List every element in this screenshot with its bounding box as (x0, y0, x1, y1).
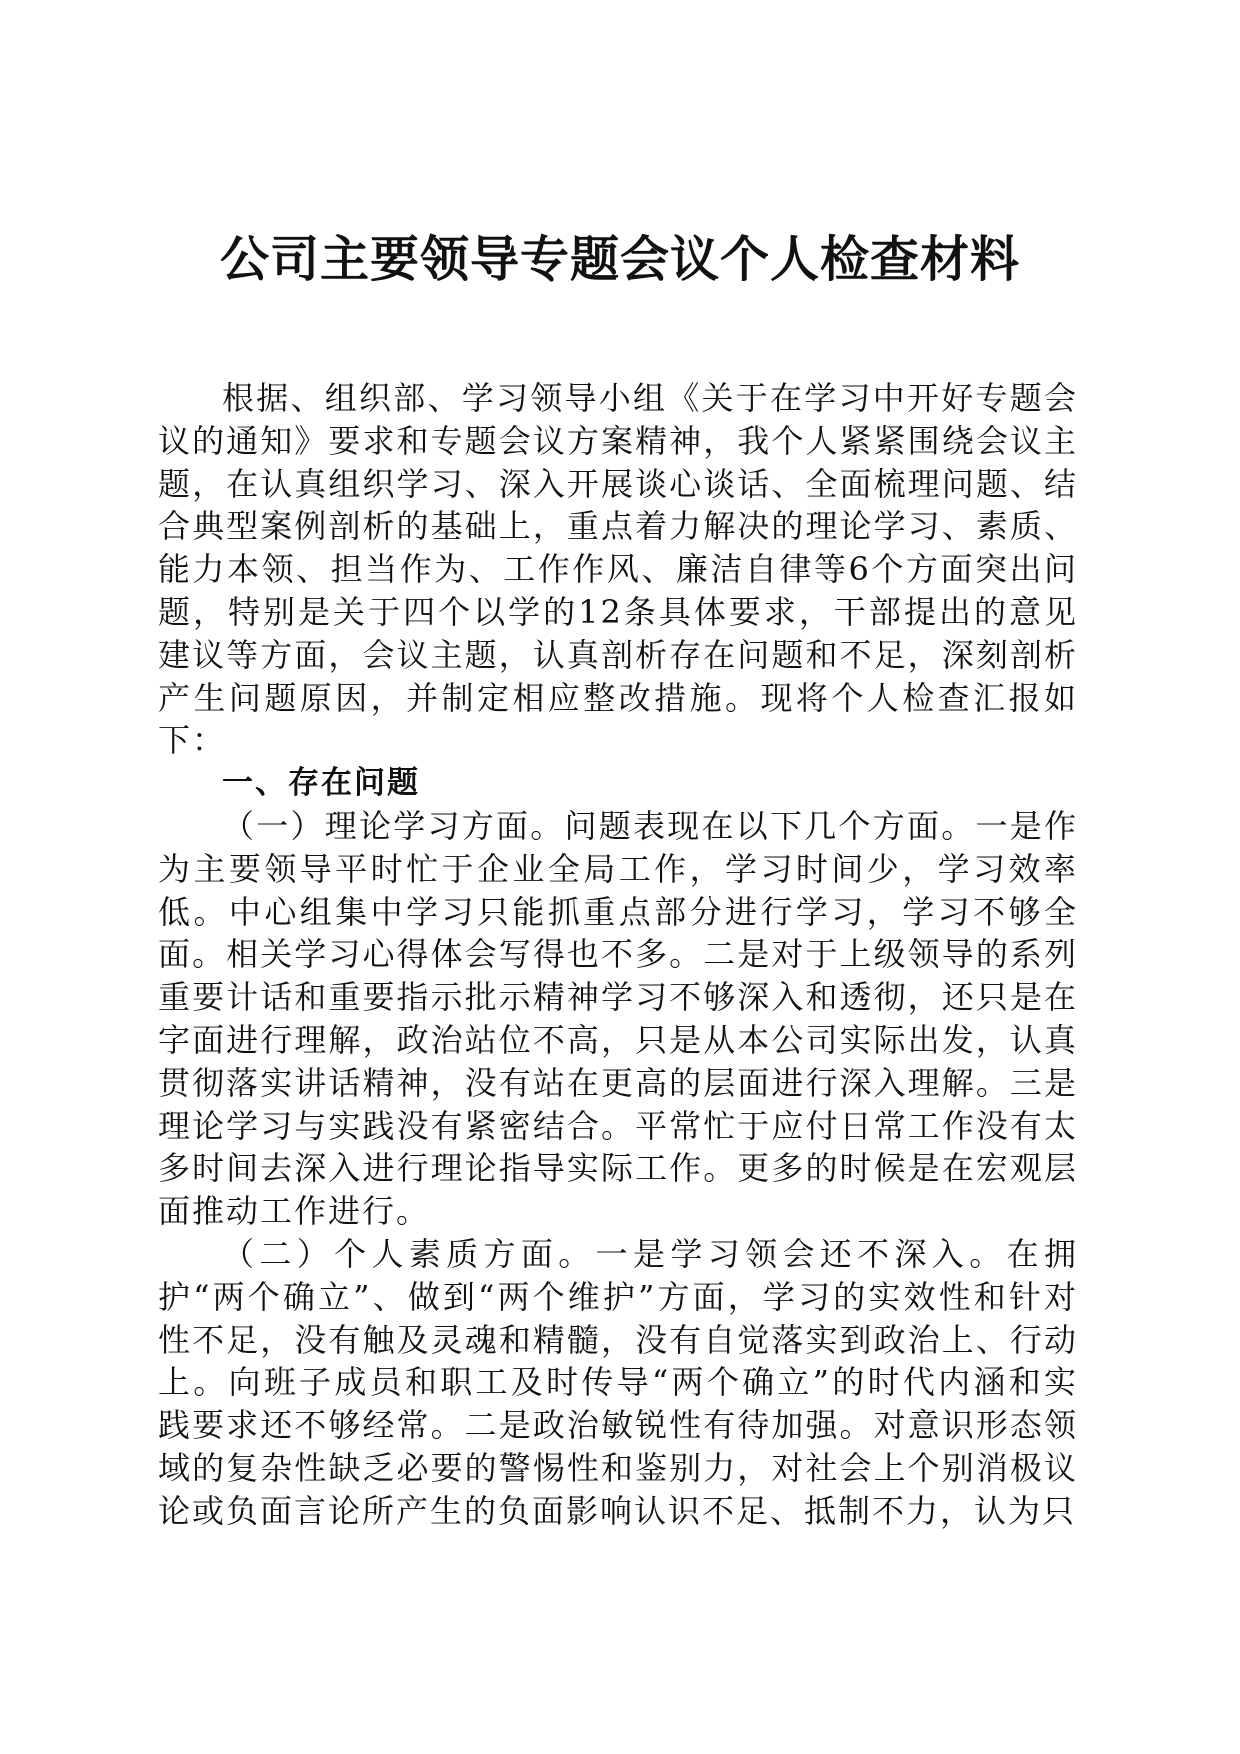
document-body (158, 377, 1078, 1533)
section-heading-problems: 一、存在问题 (222, 765, 420, 802)
intro-paragraph: 根据、组织部、学习领导小组《关于在学习中开好专题会议的通知》要求和专题会议方案精神，我个人紧紧围绕会议主题，在认真组织学习、深入开展谈心谈话、全面梳理问题、结合典型案例剖析的基础上，重点着力解决的理论学习、素质、能力本领、担当作为、工作作风、廉洁自律等6个方面突出问题，特别是关于四个以学的12条具体要求，干部提出的意见建议等方面，会议主题，认真剖析存在问题和不足，深刻剖析产生问题原因，并制定相应整改措施。现将个人检查汇报如下： (158, 379, 1078, 760)
paragraph-theory-study: （一）理论学习方面。问题表现在以下几个方面。一是作为主要领导平时忙于企业全局工作，学习时间少，学习效率低。中心组集中学习只能抓重点部分进行学习，学习不够全面。相关学习心得体会写得也不多。二是对于上级领导的系列重要计话和重要指示批示精神学习不够深入和透彻，还只是在字面进行理解，政治站位不高，只是从本公司实际出发，认真贯彻落实讲话精神，没有站在更高的层面进行深入理解。三是理论学习与实践没有紧密结合。平常忙于应付日常工作没有太多时间去深入进行理论指导实际工作。更多的时候是在宏观层面推动工作进行。 (158, 806, 1078, 1231)
document-title: 公司主要领导专题会议个人检查材料 (219, 230, 1020, 288)
paragraph-personal-quality: （二）个人素质方面。一是学习领会还不深入。在拥护“两个确立”、做到“两个维护”方面，学习的实效性和针对性不足，没有触及灵魂和精髓，没有自觉落实到政治上、行动上。向班子成员和职工及时传导“两个确立”的时代内涵和实践要求还不够经常。二是政治敏锐性有待加强。对意识形态领域的复杂性缺乏必要的警惕性和鉴别力，对社会上个别消极议论或负面言论所产生的负面影响认识不足、抵制不力，认为只 (158, 1234, 1078, 1530)
